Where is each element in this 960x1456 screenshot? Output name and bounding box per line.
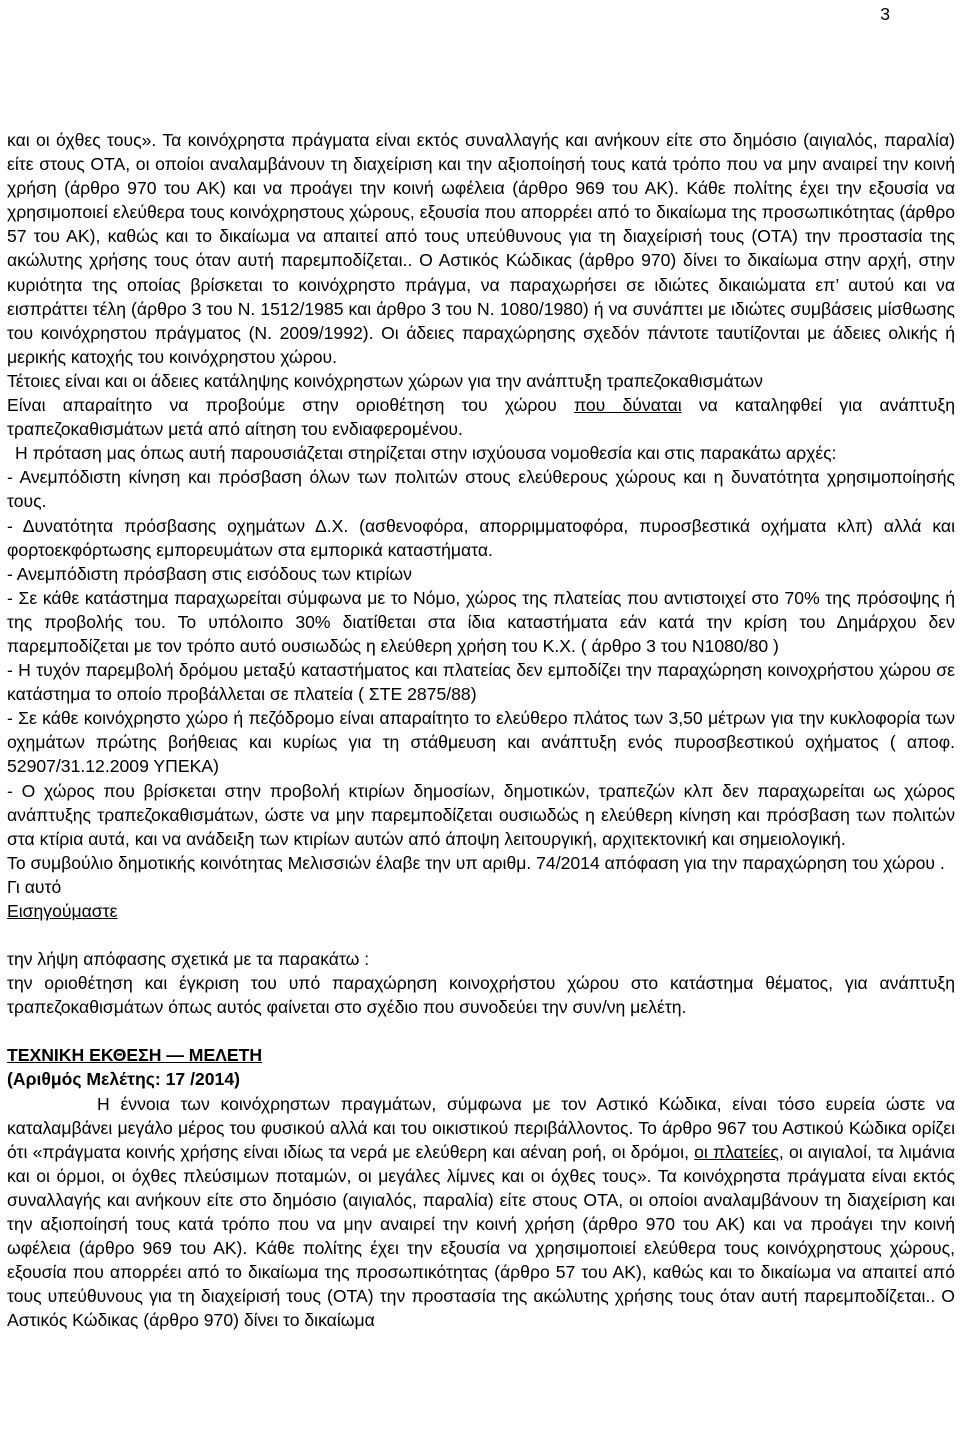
- page-number: 3: [880, 4, 890, 24]
- bullet-item: - Ανεμπόδιστη πρόσβαση στις εισόδους των κτιρίων: [7, 563, 412, 584]
- heading-title: ΤΕΧΝΙΚΗ ΕΚΘΕΣΗ — ΜΕΛΕΤΗ: [7, 1045, 263, 1066]
- paragraph: [7, 393, 955, 441]
- bullet-item: - Ανεμπόδιστη κίνηση και πρόσβαση όλων των πολιτών στους ελεύθερους χώρους και η δυνατότητα χρησιμοποίησής τους.: [7, 467, 955, 512]
- bullet-item: - Σε κάθε κοινόχρηστο χώρο ή πεζόδρομο είναι απαραίτητο το ελεύθερο πλάτος των 3,50 μέτρων για την κυκλοφορία των οχημάτων πρώτης βοήθειας και κυρίως για τη στάθμευση και ανάπτυξη ενός πυροσβεστικού οχήματος ( αποφ. 52907/31.12.2009 ΥΠΕΚΑ): [7, 708, 955, 777]
- study-number: (Αριθμός Μελέτης: 17 /2014): [7, 1069, 240, 1090]
- section-label: [7, 899, 955, 923]
- paragraph: την λήψη απόφασης σχετικά με τα παρακάτω :: [7, 949, 370, 970]
- spacer: [7, 1019, 955, 1043]
- spacer: [7, 923, 955, 947]
- paragraph: και οι όχθες τους». Τα κοινόχρηστα πράγματα είναι εκτός συναλλαγής και ανήκουν είτε στο δημόσιο (αιγιαλός, παραλία) είτε στους ΟΤΑ, οι οποίοι αναλαμβάνουν τη διαχείριση και την αξιοποίησή τους κατά τρόπο που να μην αναιρεί την κοινή χρήση (άρθρο 970 του ΑΚ) και να προάγει την κοινή ωφέλεια (άρθρο 969 του ΑΚ). Κάθε πολίτης έχει την εξουσία να χρησιμοποιεί ελεύθερα τους κοινόχρηστους χώρους, εξουσία που απορρέει από το δικαίωμα της προσωπικότητας (άρθρο 57 του ΑΚ), καθώς και το δικαίωμα να απαιτεί από τους υπεύθυνους για τη διαχείρισή τους (ΟΤΑ) την προστασία της ακώλυτης χρήσης τους όταν αυτή παρεμποδίζεται.. Ο Αστικός Κώδικας (άρθρο 970) δίνει το δικαίωμα στην αρχή, στην κυριότητα της οποίας βρίσκεται το κοινόχρηστο πράγμα, να παραχωρήσει σε ιδιώτες δικαιώματα επ’ αυτού και να εισπράττει τέλη (άρθρο 3 του Ν. 1512/1985 και άρθρο 3 του Ν. 1080/1980) ή να συνάπτει με ιδιώτες συμβάσεις μίσθωσης του κοινόχρηστου πράγματος (Ν. 2009/1992). Οι άδειες παραχώρησης σχεδόν πάντοτε ταυτίζονται με άδειες ολικής ή μερικής κατοχής του κοινόχρηστου χώρου.: [7, 130, 955, 367]
- bullet-item: - Η τυχόν παρεμβολή δρόμου μεταξύ καταστήματος και πλατείας δεν εμποδίζει την παραχώρηση κοινοχρήστου χώρου σε κατάστημα το οποίο προβάλλεται σε πλατεία ( ΣΤΕ 2875/88): [7, 660, 955, 705]
- eisigoumaste-label: Εισηγούμαστε: [7, 901, 118, 921]
- paragraph: [7, 1092, 955, 1333]
- paragraph: Η πρόταση μας όπως αυτή παρουσιάζεται στηρίζεται στην ισχύουσα νομοθεσία και στις παρακάτω αρχές:: [15, 443, 837, 464]
- paragraph: Τέτοιες είναι και οι άδειες κατάληψης κοινόχρηστων χώρων για την ανάπτυξη τραπεζοκαθισμάτων: [7, 370, 763, 391]
- paragraph: Το συμβούλιο δημοτικής κοινότητας Μελισσιών έλαβε την υπ αριθμ. 74/2014 απόφαση για την παραχώρηση του χώρου .: [7, 852, 945, 873]
- underlined-text: που δύναται: [574, 395, 682, 416]
- paragraph: Γι αυτό: [7, 876, 62, 897]
- bullet-item: - Δυνατότητα πρόσβασης οχημάτων Δ.Χ. (ασθενοφόρα, απορριμματοφόρα, πυροσβεστικά οχήματα κλπ) αλλά και φορτοεκφόρτωσης εμπορευμάτων στα εμπορικά καταστήματα.: [7, 515, 955, 560]
- section-heading: [7, 1043, 955, 1067]
- text-run: Η έννοια των κοινόχρηστων πραγμάτων, σύμφωνα με τον Αστικό Κώδικα, είναι τόσο ευρεία ώστε να καταλαμβάνει μεγάλο μέρος του φυσικού αλλά και του οικιστικού περιβάλλοντος. Το άρθρο 967 του Αστικού Κώδικα ορίζει ότι «πράγματα κοινής χρήσης είναι ιδίως τα νερά με ελεύθερη και αέναη ροή, οι δρόμοι,: [7, 1093, 955, 1162]
- paragraph: την οριοθέτηση και έγκριση του υπό παραχώρηση κοινοχρήστου χώρου στο κατάστημα θέματος, για ανάπτυξη τραπεζοκαθισμάτων όπως αυτός φαίνεται στο σχέδιο που συνοδεύει την συν/νη μελέτη.: [7, 973, 955, 1018]
- underlined-text: οι πλατείες: [694, 1141, 779, 1162]
- text-run: Είναι απαραίτητο να προβούμε στην οριοθέτηση του χώρου: [7, 395, 574, 416]
- document-body: [7, 128, 955, 1333]
- bullet-item: - Σε κάθε κατάστημα παραχωρείται σύμφωνα με το Νόμο, χώρος της πλατείας που αντιστοιχεί στο 70% της πρόσοψης ή της προβολής του. Το υπόλοιπο 30% διατίθεται στα ίδια καταστήματα εάν κατά την κρίση του Δημάρχου δεν παρεμποδίζεται με τον τρόπο αυτό ουσιωδώς η ελεύθερη χρήση του Κ.Χ. ( άρθρο 3 του Ν1080/80 ): [7, 587, 955, 656]
- bullet-item: - Ο χώρος που βρίσκεται στην προβολή κτιρίων δημοσίων, δημοτικών, τραπεζών κλπ δεν παραχωρείται ως χώρος ανάπτυξης τραπεζοκαθισμάτων, ώστε να μην παρεμποδίζεται ουσιωδώς η ελεύθερη κίνηση και πρόσβαση των πολιτών στα κτίρια αυτά, και να ανάδειξη των κτιρίων αυτών από άποψη λειτουργική, αρχιτεκτονική και σημειολογική.: [7, 780, 955, 849]
- text-run: , οι αιγιαλοί, τα λιμάνια και οι όρμοι, οι όχθες πλεύσιμων ποταμών, οι μεγάλες λίμνες και οι όχθες τους». Τα κοινόχρηστα πράγματα είναι εκτός συναλλαγής και ανήκουν είτε στο δημόσιο (αιγιαλός, παραλία) είτε στους ΟΤΑ, οι οποίοι αναλαμβάνουν τη διαχείριση και την αξιοποίησή τους κατά τρόπο που να μην αναιρεί την κοινή χρήση (άρθρο 970 του ΑΚ) και να προάγει την κοινή ωφέλεια (άρθρο 969 του ΑΚ). Κάθε πολίτης έχει την εξουσία να χρησιμοποιεί ελεύθερα τους κοινόχρηστους χώρους, εξουσία που απορρέει από το δικαίωμα της προσωπικότητας (άρθρο 57 του ΑΚ), καθώς και το δικαίωμα να απαιτεί από τους υπεύθυνους για τη διαχείρισή τους (ΟΤΑ) την προστασία της ακώλυτης χρήσης τους όταν αυτή παρεμποδίζεται.. Ο Αστικός Κώδικας (άρθρο 970) δίνει το δικαίωμα: [7, 1141, 955, 1331]
- text-run: να καταληφθεί για ανάπτυξη τραπεζοκαθισμάτων μετά από αίτηση του ενδιαφερομένου.: [7, 395, 955, 440]
